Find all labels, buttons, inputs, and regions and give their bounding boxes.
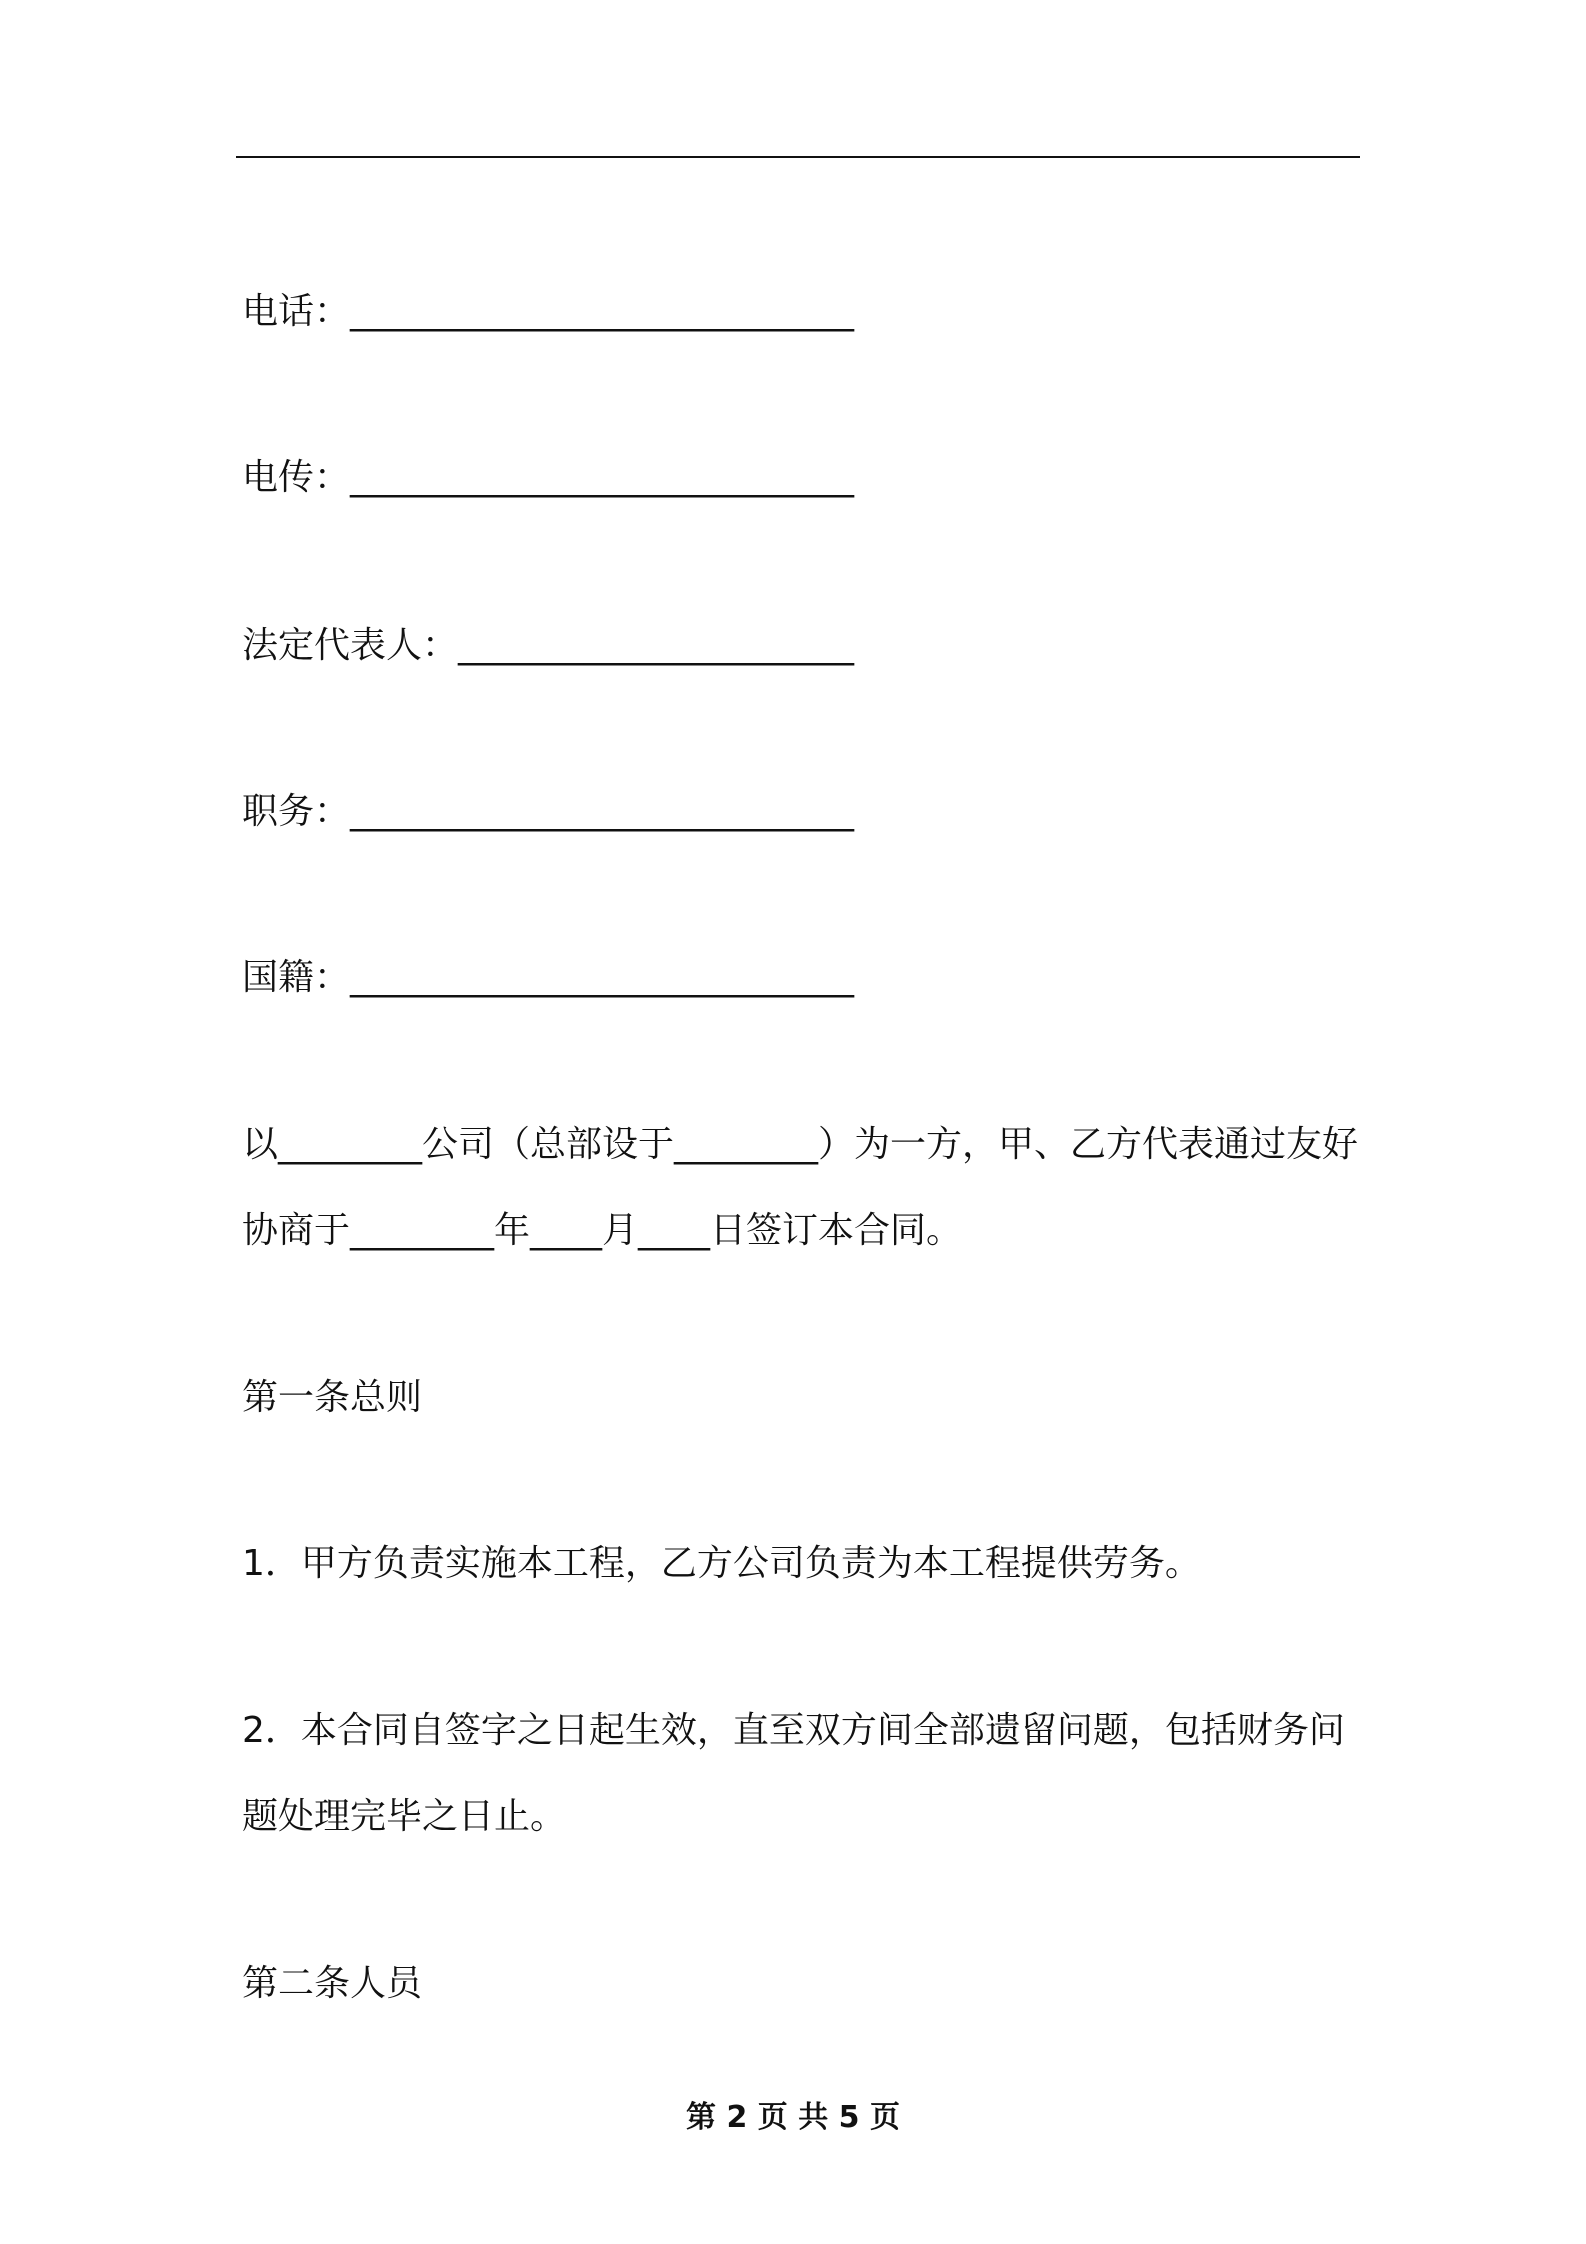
preamble-paragraph: 以________公司（总部设于________）为一方，甲、乙方代表通过友好协商于________年____月____日签订本合同。 <box>242 1124 1359 1251</box>
header-rule <box>236 156 1360 158</box>
article-1-item-1: 1．甲方负责实施本工程，乙方公司负责为本工程提供劳务。 <box>242 1543 1201 1584</box>
fax-field: 电传：____________________________ <box>242 457 855 498</box>
page-number: 第 2 页 共 5 页 <box>686 2100 900 2135</box>
phone-field: 电话：____________________________ <box>242 291 855 332</box>
article-1-title: 第一条总则 <box>242 1377 423 1418</box>
article-2-title: 第二条人员 <box>242 1963 423 2004</box>
nationality-field: 国籍：____________________________ <box>242 957 855 998</box>
article-1-item-2: 2．本合同自签字之日起生效，直至双方间全部遗留问题，包括财务问题处理完毕之日止。 <box>242 1710 1345 1837</box>
position-field: 职务：____________________________ <box>242 791 855 832</box>
legal-representative-field: 法定代表人：______________________ <box>242 625 855 666</box>
